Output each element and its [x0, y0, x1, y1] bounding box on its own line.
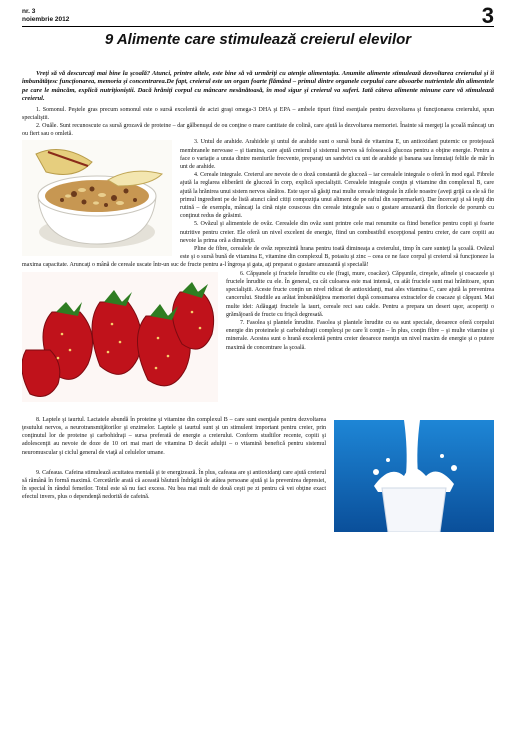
issue-number: nr. 3 — [22, 8, 36, 15]
issue-info — [22, 8, 69, 24]
paragraph-strawberries: 6. Căpşunele şi fructele înrudite cu ele (fragi, mure, coacăze). Căpşunile, cireşele, afinele şi coacazele şi fructele înrudite cu ele. În general, cu cât culoarea este mai intensă, cu atât fructele sunt mai hrănitoare, spun specialiştii. Aceste fructe conţin un nivel ridicat de antioxidanţi, mai ales vitamina C, care ajută la prevenirea cancerului. Studiile au arătat îmbunătăţirea memoriei după consumarea extractelor de coacaze şi căpşuni. Mai multe idei: Adăugaţi fructele la iaurt, cereale reci sau cakle. Pentru a prepara un desert uşor, acoperiţi o grămăjoară de fructe cu frişcă degresată. — [226, 270, 494, 318]
paragraph-eggs: 2. Ouăle. Sunt recunoscute ca sursă grozavă de proteine – dar gălbenuşul de ou conţine o mare cantitate de colină, care ajută la dezvoltarea memoriei. Înainte să mergeţi la şcoală mâncaţi un ou fiert sau o omletă. — [22, 123, 494, 138]
paragraph-milk: 8. Laptele şi iaurtul. Lactatele abundă în proteine şi vitamine din complexul B – care sunt esenţiale pentru dezvoltarea ţesutului nervos, a neurotransmiţătorilor şi enzimelor. Laptele şi iaurtul sunt şi un stimulent important pentru creier, prin conţinutul lor de proteine şi carbohidraţi – sursa preferată de energie a creierului. Conform studiilor recente, copiii şi adolescenţii au nevoie de doze de 10 ori mai mari de vitamina D decât adulţii – o vitamină benefică pentru sistemul neuromuscular şi ciclul general de viaţă al celulelor umane. — [22, 416, 326, 456]
strawberries-photo — [22, 272, 218, 402]
issue-date: noiembrie 2012 — [22, 16, 70, 23]
milk-splash-photo — [334, 420, 494, 532]
paragraph-beans: 7. Fasolea şi plantele înrudite. Fasolea şi plantele înrudite cu ea sunt speciale, deoarece oferă corpului energie din proteinele şi carbohidraţii complecşi pe care îi conţin – în plus, conţin fibre – şi multe vitamine şi minerale. Acestea sunt o hrană excelentă pentru creier deoarece menţin un nivel maxim de energie şi o putere maximă de concentrare la şcoală. — [226, 319, 494, 351]
cereal-bowl-photo — [22, 140, 172, 256]
paragraph-whole-grains: 4. Cereale integrale. Creierul are nevoie de o doză constantă de glucoză – iar cerealele integrale o oferă în mod egal. Fibrele ajută la reglarea eliberării de glucoză în corp, explică specialiştii. Cerealele integrale conţin şi vitamine din complexul B, care ajută la hrănirea unui sistem nervos sănătos. Este uşor să găsiţi mai multe cereale integrale în zilele noastre (aveţi grijă ca ele să fie primul ingredient pe de listă atunci când citiţi compoziţia unui aliment de pe raftul din supermarket). Dar încercaţi şi să ieşiţi din rutină – de exemplu, mâncaţi la cină nişte couscous din cereale integrale sau o gustare amuzantă din floricele de porumb cu conţinut redus de grăsimi. — [180, 172, 494, 220]
page-number: 3 — [481, 3, 494, 28]
article-intro: Vreţi să vă descurcaţi mai bine la şcoală? Atunci, printre altele, este bine să vă urmăriţi cu atenţie alimentaţia. Anumite alimente stimulează dezvoltarea creierului şi îi îmbunătăţesc funcţionarea, memoria şi concentrarea.De fapt, creierul este un organ foarte flămând – primul dintre organele corpului care absoarbe nutrientele din alimentele pe care le mâncăm, explică nutriţioniştii. Dacă hrăniţi corpul cu mâncare nesănătoasă, în mod sigur şi creierul va suferi. Iată câteva alimente minune care vă stimulează creierul. — [22, 70, 494, 103]
article-body — [22, 70, 494, 534]
paragraph-oats: 5. Ovăzul şi alimentele de ovăz. Cerealele din ovăz sunt printre cele mai renumite ca fiind benefice pentru copii şi foarte nutritive pentru creier. Ele oferă un nivel excelent de energie, fiind un combustibil excepţional pentru creier, de care copiii au nevoie la prima oră a dimineţii. — [180, 221, 494, 244]
paragraph-peanut-butter: 3. Untul de arahide. Arahidele şi untul de arahide sunt o sursă bună de vitamina E, un antioxidant puternic ce protejează membranele nervoase – şi tiamina, care ajută creierul şi sistemul nervos să folosească glucoza pentru a obţine energie. Pentru a face o variaţie a unuia dintre meniurile frecvente, preparaţi un sandvici cu unt de arahide şi banana sau înmuiaţi feliile de măr în unt de arahide. — [180, 139, 494, 171]
paragraph-salmon: 1. Somonul. Peştele gras precum somonul este o sursă excelentă de acizi graşi omega-3 DHA şi EPA – ambele tipuri fiind esenţiale pentru dezvoltarea şi funcţionarea creierului, spun specialiştii. — [22, 106, 494, 121]
article-title: 9 Alimente care stimulează creierul elevilor — [104, 31, 412, 48]
header-rule — [22, 26, 494, 27]
paragraph-coffee: 9. Cafeaua. Cafeina stimulează acuitatea mentală şi te energizează. În plus, cafeaua are şi antioxidanţi care ajută creierul să rămână în formă maximă. Cercetările arată că această băutură îndrăgită de atâtea persoane ajută şi la prevenirea depresiei, în special în rândul femeilor. Totul este să nu faci excess. Nu bea mai mult de două ceşti pe zi pentru că vei obţine exact efectul invers, plus o dependenţă nedorită de cafeină. — [22, 469, 326, 501]
paragraph-oats-more: Pline de fibre, cerealele de ovăz reprezintă hrana pentru toată dimineaţa a creierului, timp în care sunteţi la şcoală. Ovăzul este şi o sursă bună de vitamina E, vitamine din complexul B, potasiu şi zinc – ceea ce ne face corpul şi creierul să funcţioneze la maxima capacitate. Aruncaţi o mână de cereale uscate într-un suc de fructe pentru a-l îngroşa şi gata, aţi preparat o gustare amuzantă şi specială! — [22, 246, 494, 269]
